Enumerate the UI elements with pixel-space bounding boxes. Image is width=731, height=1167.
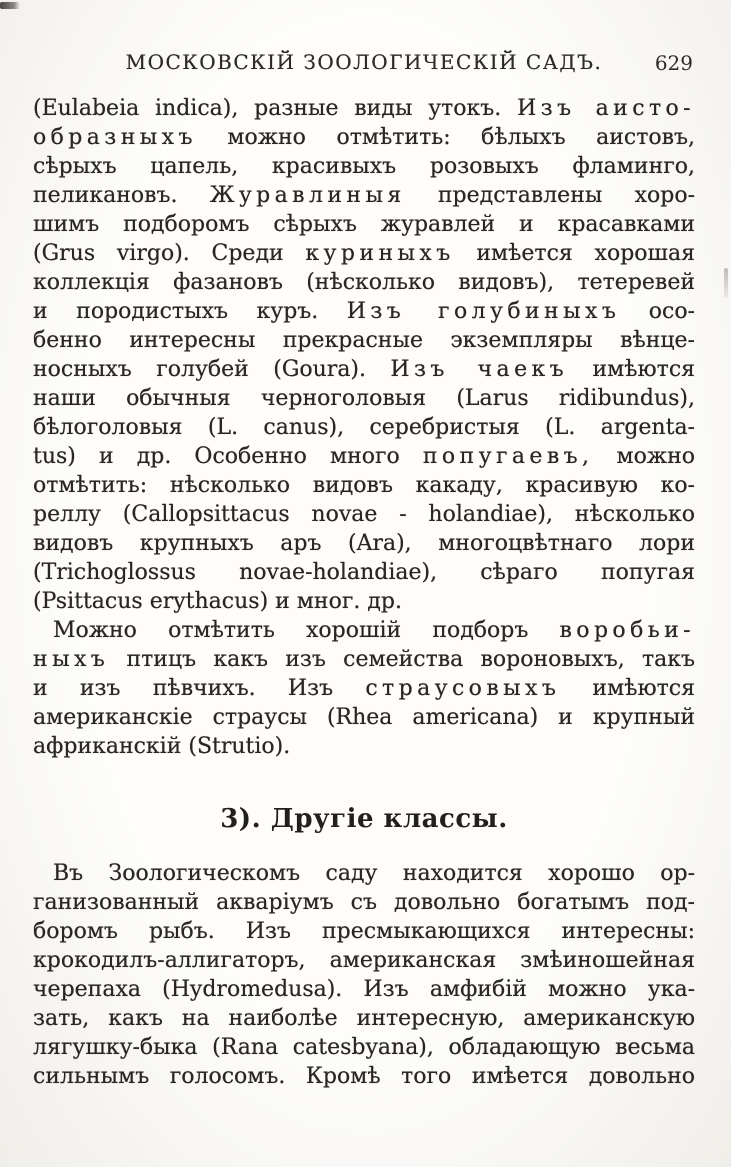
text-line <box>33 1004 695 1033</box>
text-line <box>33 442 695 471</box>
letterspaced-text: попугаевъ, <box>422 444 594 469</box>
text-segment: Можно отмѣтить хорошій подборъ <box>53 618 560 643</box>
text-segment: ганизованный акваріумъ съ довольно богатымъ под- <box>33 890 695 915</box>
text-segment: (Eulabeia indica), разные виды утокъ. <box>33 96 518 121</box>
text-segment: представлены хоро- <box>405 183 696 208</box>
text-segment: (Trichoglossus novae-holandiae), сѣраго попугая <box>33 560 695 585</box>
text-line <box>33 529 695 558</box>
letterspaced-text: воробьи- <box>559 618 695 643</box>
running-title: МОСКОВСКІЙ ЗООЛОГИЧЕСКІЙ САДЪ. <box>125 50 603 74</box>
text-segment: черепаха (Hydromedusa). Изъ амфибій можно ука- <box>33 977 695 1002</box>
scan-artifact-corner <box>0 2 20 9</box>
text-segment: наши обычныя черноголовыя (Larus ridibundus), <box>33 386 695 411</box>
text-segment: крокодилъ-аллигаторъ, американская змѣиношейная <box>33 948 695 973</box>
text-line <box>33 181 695 210</box>
text-segment: видовъ крупныхъ аръ (Ara), многоцвѣтнаго лори <box>33 531 695 556</box>
letterspaced-text: ныхъ <box>33 647 110 672</box>
text-segment: птицъ какъ изъ семейства вороновыхъ, такъ <box>109 647 695 672</box>
page-header <box>33 50 695 80</box>
text-line <box>33 94 695 123</box>
text-line <box>33 297 695 326</box>
text-line <box>33 645 695 674</box>
text-line <box>33 500 695 529</box>
paragraph <box>33 859 695 1091</box>
text-line <box>33 471 695 500</box>
letterspaced-text: Изъ аисто- <box>517 96 695 121</box>
text-line <box>33 946 695 975</box>
text-line <box>33 152 695 181</box>
text-line <box>33 326 695 355</box>
letterspaced-text: Изъ голубиныхъ <box>346 299 621 324</box>
text-line <box>33 975 695 1004</box>
text-segment: отмѣтить: нѣсколько видовъ какаду, красивую ко- <box>33 473 695 498</box>
letterspaced-text: страусовыхъ <box>365 676 561 701</box>
text-line <box>33 674 695 703</box>
text-line <box>33 888 695 917</box>
text-line <box>33 1062 695 1091</box>
text-segment: сильнымъ голосомъ. Кромѣ того имѣется довольно <box>33 1064 695 1089</box>
text-line <box>33 268 695 297</box>
text-segment: tus) и др. Особенно много <box>33 444 423 469</box>
text-line <box>33 355 695 384</box>
text-segment: (Grus virgo). Среди <box>33 241 306 266</box>
text-segment: шимъ подборомъ сѣрыхъ журавлей и красавками <box>33 212 695 237</box>
text-line <box>33 1033 695 1062</box>
text-segment: можно отмѣтить: бѣлыхъ аистовъ, <box>196 125 695 150</box>
text-segment: лягушку-быка (Rana catesbyana), обладающую весьма <box>33 1035 695 1060</box>
text-line <box>33 123 695 152</box>
text-segment: бенно интересны прекрасные экземпляры вѣнце- <box>33 328 695 353</box>
text-segment: африканскій (Strutio). <box>33 734 291 759</box>
letterspaced-text: Журавлиныя <box>209 183 406 208</box>
text-segment: пеликановъ. <box>33 183 210 208</box>
text-segment: носныхъ голубей (Goura). <box>33 357 391 382</box>
text-segment: коллекція фазановъ (нѣсколько видовъ), тетеревей <box>33 270 695 295</box>
paragraph <box>33 94 695 616</box>
text-line <box>33 239 695 268</box>
text-segment: имѣются <box>560 676 696 701</box>
text-line <box>33 616 695 645</box>
text-segment: и породистыхъ куръ. <box>33 299 347 324</box>
paragraph <box>33 616 695 761</box>
text-segment: боромъ рыбъ. Изъ пресмыкающихся интересны: <box>33 919 695 944</box>
text-line <box>33 587 695 616</box>
text-line <box>33 732 695 761</box>
text-segment: реллу (Callopsittacus novae - holandiae), нѣсколько <box>33 502 695 527</box>
letterspaced-text: куриныхъ <box>305 241 455 266</box>
text-line <box>33 703 695 732</box>
text-line <box>33 917 695 946</box>
section-heading: 3). Другіе классы. <box>220 804 508 834</box>
text-segment: имѣются <box>568 357 696 382</box>
text-segment: Въ Зоологическомъ саду находится хорошо ор- <box>53 861 695 886</box>
text-line <box>33 859 695 888</box>
text-segment: американскіе страусы (Rhea americana) и крупный <box>33 705 695 730</box>
text-line <box>33 384 695 413</box>
text-segment: имѣется хорошая <box>454 241 695 266</box>
text-line <box>33 210 695 239</box>
scan-artifact-edge <box>724 268 728 298</box>
letterspaced-text: Изъ чаекъ <box>390 357 569 382</box>
text-segment: (Psittacus erythacus) и мног. др. <box>33 589 402 614</box>
text-segment: зать, какъ на наиболѣе интересную, американскую <box>33 1006 695 1031</box>
text-segment: сѣрыхъ цапель, красивыхъ розовыхъ фламинго, <box>33 154 695 179</box>
text-line <box>33 558 695 587</box>
text-segment: осо- <box>620 299 695 324</box>
page-number: 629 <box>654 51 693 75</box>
letterspaced-text: образныхъ <box>33 125 197 150</box>
text-segment: и изъ пѣвчихъ. Изъ <box>33 676 366 701</box>
text-segment: бѣлоголовыя (L. canus), серебристыя (L. argenta- <box>33 415 695 440</box>
text-segment: можно <box>593 444 695 469</box>
page-body <box>33 94 695 1091</box>
text-line <box>33 413 695 442</box>
